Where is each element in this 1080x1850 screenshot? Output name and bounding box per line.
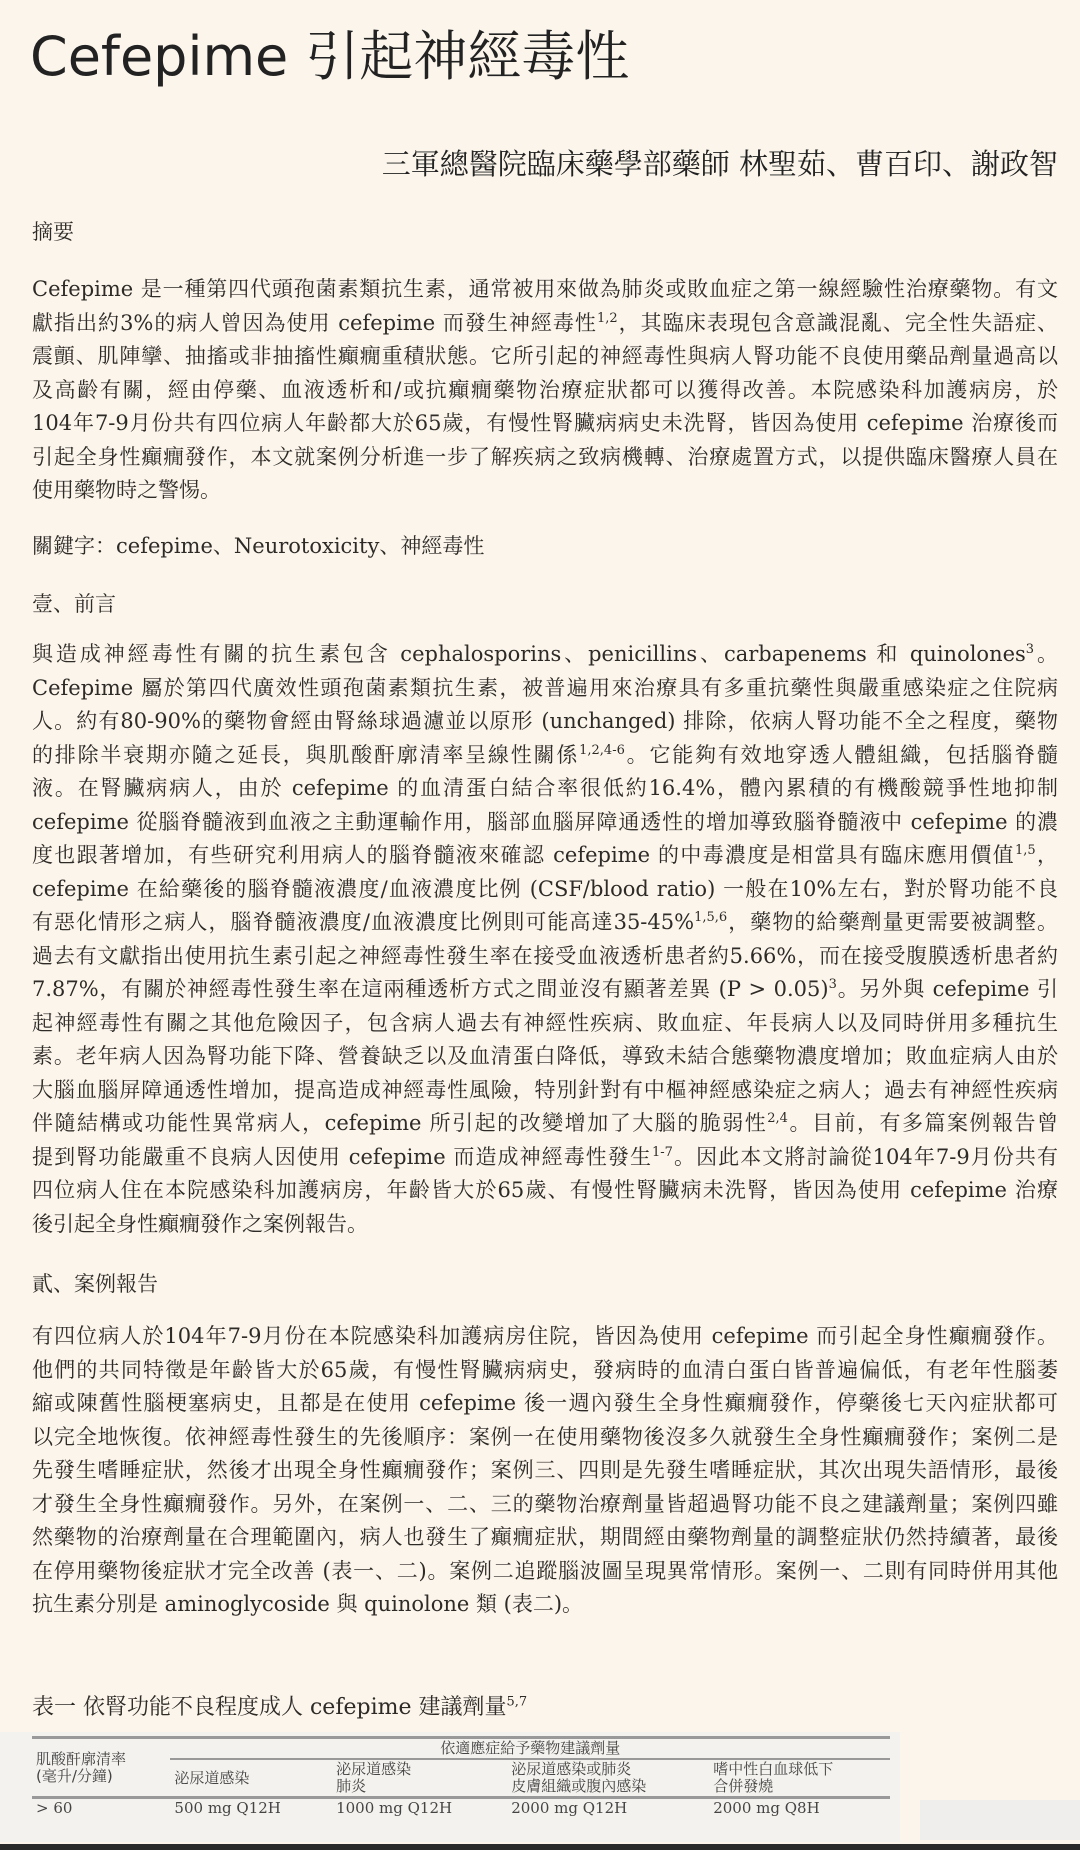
sub-header [170,1759,332,1798]
col-header-clearance [32,1738,170,1798]
text-segment: 有惡化情形之病人，腦脊髓液濃度/血液濃度比例則可能高達35-45% [32,910,695,934]
text-segment: 提到腎功能嚴重不良病人因使用 cefepime 而造成神經毒性發生 [32,1144,653,1169]
dosage-table [32,1736,890,1818]
col-header-clearance-label: 肌酸酐廓清率 [36,1749,127,1768]
text-segment: 7.87%，有關於神經毒性發生率在這兩種透析方式之間並沒有顯著差異 (P > 0.05) [32,977,829,1001]
citation-superscript: 1,5,6 [694,910,728,925]
abstract-paragraph [32,273,1058,508]
text-line [32,474,1058,508]
text-line [32,1387,1058,1421]
text-segment: 。另外與 cefepime 引 [836,977,1058,1001]
citation-superscript: 2,4 [767,1111,788,1126]
text-segment: 人。約有80-90%的藥物會經由腎絲球過濾並以原形 (unchanged) 排除，依病人腎功能不全之程度，藥物 [32,709,1058,733]
citation-superscript: 1,2 [596,310,618,326]
sub-header-line: 合併發燒 [713,1777,774,1795]
text-line [32,973,1058,1007]
text-line [32,672,1058,706]
table-row [32,1798,890,1819]
sub-header-line: 嗜中性白血球低下 [713,1760,834,1778]
table-cell: 500 mg Q12H [170,1798,332,1819]
sub-header-line: 泌尿道感染 [336,1760,412,1778]
text-segment: 大腦血腦屏障通透性增加，提高造成神經毒性風險，特別針對有中樞神經感染症之病人；過去有神經性疾病 [32,1077,1058,1102]
text-line [32,705,1058,739]
text-line [32,374,1058,408]
text-segment: 以完全地恢復。依神經毒性發生的先後順序：案例一在使用藥物後沒多久就發生全身性癲癇發作；案例二是 [32,1424,1058,1449]
citation-superscript: 3 [828,977,837,992]
text-segment: 使用藥物時之警惕。 [32,478,221,502]
citation-superscript: 1-7 [652,1144,673,1160]
text-line [32,1320,1058,1354]
text-segment: ，其臨床表現包含意識混亂、完全性失語症、 [617,310,1058,335]
sub-header [507,1759,709,1798]
text-line [32,873,1058,907]
text-line [32,1454,1058,1488]
table-caption [32,1690,527,1721]
text-line [32,839,1058,873]
abstract-heading: 摘要 [32,220,74,244]
text-segment: 在停用藥物後症狀才完全改善 (表一、二)。案例二追蹤腦波圖呈現異常情形。案例一、二則有同時併用其他 [32,1558,1058,1583]
text-segment: 。它能夠有效地穿透人體組織，包括腦脊髓 [624,742,1059,767]
sub-header-line: 皮膚組織或腹內感染 [511,1777,647,1795]
text-segment: 與造成神經毒性有關的抗生素包含 cephalosporins、penicillins、carbapenems 和 quinolones [32,642,1026,666]
text-segment: 才發生全身性癲癇發作。另外，在案例一、二、三的藥物治療劑量皆超過腎功能不良之建議劑量；案例四雖 [32,1491,1058,1516]
text-line [32,806,1058,840]
dosage-table-region [0,1732,900,1842]
citation-superscript: 1,5 [1015,843,1036,858]
text-line [32,1007,1058,1041]
intro-heading: 壹、前言 [32,592,116,616]
bottom-bar [0,1844,1080,1850]
text-segment: 震顫、肌陣攣、抽搐或非抽搐性癲癇重積狀態。它所引起的神經毒性與病人腎功能不良使用藥品劑量過高以 [32,344,1058,368]
authors: 三軍總醫院臨床藥學部藥師 林聖茹、曹百印、謝政智 [381,147,1058,181]
cases-paragraph [32,1320,1058,1622]
table-cell: > 60 [32,1798,170,1819]
watermark-overlay [920,1800,1080,1840]
text-segment: 後引起全身性癲癇發作之案例報告。 [32,1211,368,1236]
text-segment: 。 [1034,642,1058,666]
text-segment: 過去有文獻指出使用抗生素引起之神經毒性發生率在接受血液透析患者約5.66%，而在接受腹膜透析患者約 [32,943,1058,968]
keywords: 關鍵字：cefepime、Neurotoxicity、神經毒性 [32,534,485,558]
text-line [32,1488,1058,1522]
text-segment: 他們的共同特徵是年齡皆大於65歲，有慢性腎臟病病史，發病時的血清白蛋白皆普遍偏低，有老年性腦萎 [32,1357,1058,1382]
text-line [32,1107,1058,1141]
text-line [32,1141,1058,1175]
table-cell: 2000 mg Q8H [709,1798,890,1819]
text-segment: 縮或陳舊性腦梗塞病史，且都是在使用 cefepime 後一週內發生全身性癲癇發作，停藥後七天內症狀都可 [32,1391,1058,1415]
text-line [32,1421,1058,1455]
sub-header-line: 泌尿道感染或肺炎 [511,1760,632,1778]
text-segment: 然藥物的治療劑量在合理範圍內，病人也發生了癲癇症狀，期間經由藥物劑量的調整症狀仍然持續著，最後 [32,1525,1058,1549]
page-title: Cefepime 引起神經毒性 [30,25,630,88]
sub-header-line: 泌尿道感染 [174,1768,250,1787]
col-header-clearance-unit: (毫升/分鐘) [36,1766,113,1785]
citation-superscript: 1,2,4-6 [579,742,625,758]
text-line [32,772,1058,806]
table-cell: 2000 mg Q12H [507,1798,709,1819]
text-segment: 的排除半衰期亦隨之延長，與肌酸酐廓清率呈線性關係 [32,742,580,767]
sub-header [709,1759,890,1798]
text-line [32,1040,1058,1074]
text-line [32,1354,1058,1388]
table-caption-ref: 5,7 [506,1694,528,1710]
group-header: 依適應症給予藥物建議劑量 [170,1738,890,1760]
text-segment: 引起全身性癲癇發作，本文就案例分析進一步了解疾病之致病機轉、治療處置方式，以提供臨床醫療人員在 [32,444,1058,469]
text-line [32,1521,1058,1555]
cases-heading: 貳、案例報告 [32,1272,158,1296]
table-caption-text: 表一 依腎功能不良程度成人 cefepime 建議劑量 [32,1695,507,1720]
text-line [32,638,1058,672]
sub-header [332,1759,507,1798]
text-segment: ， [1035,843,1058,867]
text-line [32,1555,1058,1589]
text-segment: Cefepime 屬於第四代廣效性頭孢菌素類抗生素，被普遍用來治療具有多重抗藥性與嚴重感染症之住院病 [32,675,1058,700]
text-segment: 抗生素分別是 aminoglycoside 與 quinolone 類 (表二)。 [32,1592,584,1616]
text-line [32,1208,1058,1242]
text-segment: ，藥物的給藥劑量更需要被調整。 [727,910,1058,934]
text-segment: 先發生嗜睡症狀，然後才出現全身性癲癇發作；案例三、四則是先發生嗜睡症狀，其次出現失語情形，最後 [32,1458,1058,1482]
text-segment: 度也跟著增加，有些研究利用病人的腦脊髓液來確認 cefepime 的中毒濃度是相當具有臨床應用價值 [32,843,1015,867]
text-segment: 伴隨結構或功能性異常病人，cefepime 所引起的改變增加了大腦的脆弱性 [32,1111,768,1135]
text-line [32,407,1058,441]
text-line [32,906,1058,940]
text-segment: 及高齡有關，經由停藥、血液透析和/或抗癲癇藥物治療症狀都可以獲得改善。本院感染科加護病房，於 [32,377,1058,402]
text-line [32,307,1058,341]
text-line [32,940,1058,974]
text-segment: 液。在腎臟病病人，由於 cefepime 的血清蛋白結合率很低約16.4%，體內累積的有機酸競爭性地抑制 [32,776,1058,800]
text-segment: 四位病人住在本院感染科加護病房，年齡皆大於65歲、有慢性腎臟病未洗腎，皆因為使用 cefepime 治療 [32,1178,1058,1202]
text-segment: 獻指出約3%的病人曾因為使用 cefepime 而發生神經毒性 [32,310,597,335]
text-segment: cefepime 在給藥後的腦脊髓液濃度/血液濃度比例 (CSF/blood ratio) 一般在10%左右，對於腎功能不良 [32,876,1058,901]
text-segment: 有四位病人於104年7-9月份在本院感染科加護病房住院，皆因為使用 cefepime 而引起全身性癲癇發作。 [32,1324,1058,1348]
intro-paragraph [32,638,1058,1241]
text-line [32,739,1058,773]
text-segment: 素。老年病人因為腎功能下降、營養缺乏以及血清蛋白降低，導致未結合態藥物濃度增加；敗血症病人由於 [32,1044,1058,1068]
text-line [32,1174,1058,1208]
text-line [32,1588,1058,1622]
text-line [32,441,1058,475]
citation-superscript: 3 [1025,642,1035,657]
table-cell: 1000 mg Q12H [332,1798,507,1819]
text-line [32,273,1058,307]
text-line [32,1074,1058,1108]
text-segment: 。因此本文將討論從104年7-9月份共有 [672,1144,1058,1169]
text-segment: Cefepime 是一種第四代頭孢菌素類抗生素，通常被用來做為肺炎或敗血症之第一線經驗性治療藥物。有文 [32,277,1058,301]
sub-header-line: 肺炎 [336,1777,367,1795]
text-segment: 104年7-9月份共有四位病人年齡都大於65歲，有慢性腎臟病病史未洗腎，皆因為使用 cefepime 治療後而 [32,411,1058,435]
text-segment: 。目前，有多篇案例報告曾 [787,1111,1059,1135]
text-segment: cefepime 從腦脊髓液到血液之主動運輸作用，腦部血腦屏障通透性的增加導致腦脊髓液中 cefepime 的濃 [32,809,1058,834]
text-segment: 起神經毒性有關之其他危險因子，包含病人過去有神經性疾病、敗血症、年長病人以及同時併用多種抗生 [32,1010,1058,1035]
text-line [32,340,1058,374]
